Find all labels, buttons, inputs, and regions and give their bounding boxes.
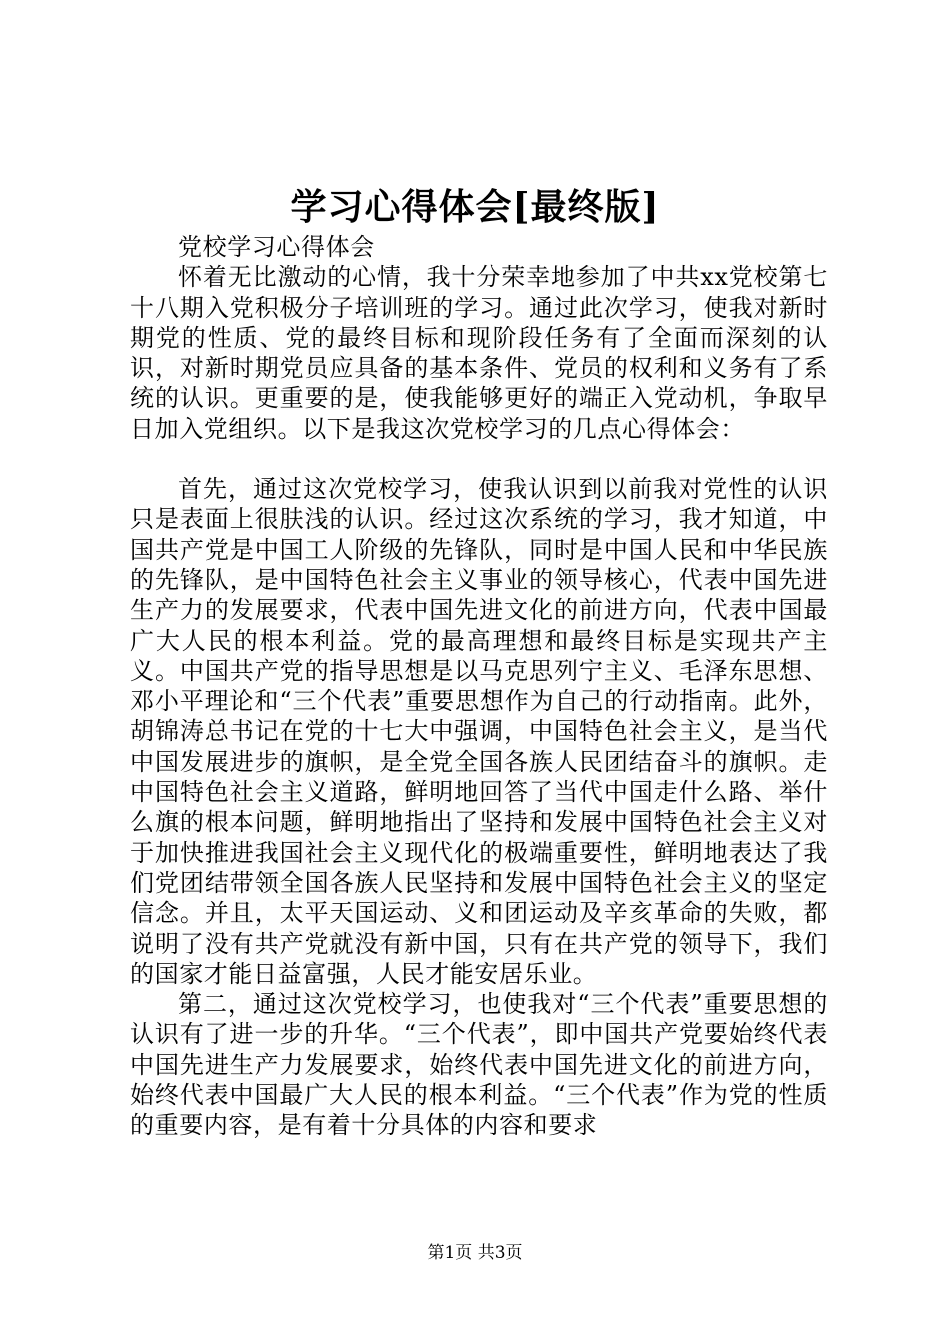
section-heading: 党校学习心得体会 <box>178 233 375 261</box>
paragraph-intro: 怀着无比激动的心情，我十分荣幸地参加了中共xx党校第七十八期入党积极分子培训班的学习。通过此次学习，使我对新时期党的性质、党的最终目标和现阶段任务有了全面而深刻的认识，对新时期党员应具备的基本条件、党员的权利和义务有了系统的认识。更重要的是，使我能够更好的端正入党动机，争取早日加入党组织。以下是我这次党校学习的几点心得体会： <box>130 263 828 443</box>
document-body <box>130 232 828 1141</box>
paragraph-first: 首先，通过这次党校学习，使我认识到以前我对党性的认识只是表面上很肤浅的认识。经过这次系统的学习，我才知道，中国共产党是中国工人阶级的先锋队，同时是中国人民和中华民族的先锋队，是中国特色社会主义事业的领导核心，代表中国先进生产力的发展要求，代表中国先进文化的前进方向，代表中国最广大人民的根本利益。党的最高理想和最终目标是实现共产主义。中国共产党的指导思想是以马克思列宁主义、毛泽东思想、邓小平理论和“三个代表”重要思想作为自己的行动指南。此外，胡锦涛总书记在党的十七大中强调，中国特色社会主义，是当代中国发展进步的旗帜，是全党全国各族人民团结奋斗的旗帜。走中国特色社会主义道路，鲜明地回答了当代中国走什么路、举什么旗的根本问题，鲜明地指出了坚持和发展中国特色社会主义对于加快推进我国社会主义现代化的极端重要性，鲜明地表达了我们党团结带领全国各族人民坚持和发展中国特色社会主义的坚定信念。并且，太平天国运动、义和团运动及辛亥革命的失败，都说明了没有共产党就没有新中国，只有在共产党的领导下，我们的国家才能日益富强，人民才能安居乐业。 <box>130 475 828 988</box>
paragraph-second: 第二，通过这次党校学习，也使我对“三个代表”重要思想的认识有了进一步的升华。“三个代表”，即中国共产党要始终代表中国先进生产力发展要求，始终代表中国先进文化的前进方向，始终代表中国最广大人民的根本利益。“三个代表”作为党的性质的重要内容，是有着十分具体的内容和要求 <box>130 990 828 1140</box>
document-title: 学习心得体会[最终版] <box>290 186 660 228</box>
page-number-footer: 第1页 共3页 <box>427 1243 523 1263</box>
